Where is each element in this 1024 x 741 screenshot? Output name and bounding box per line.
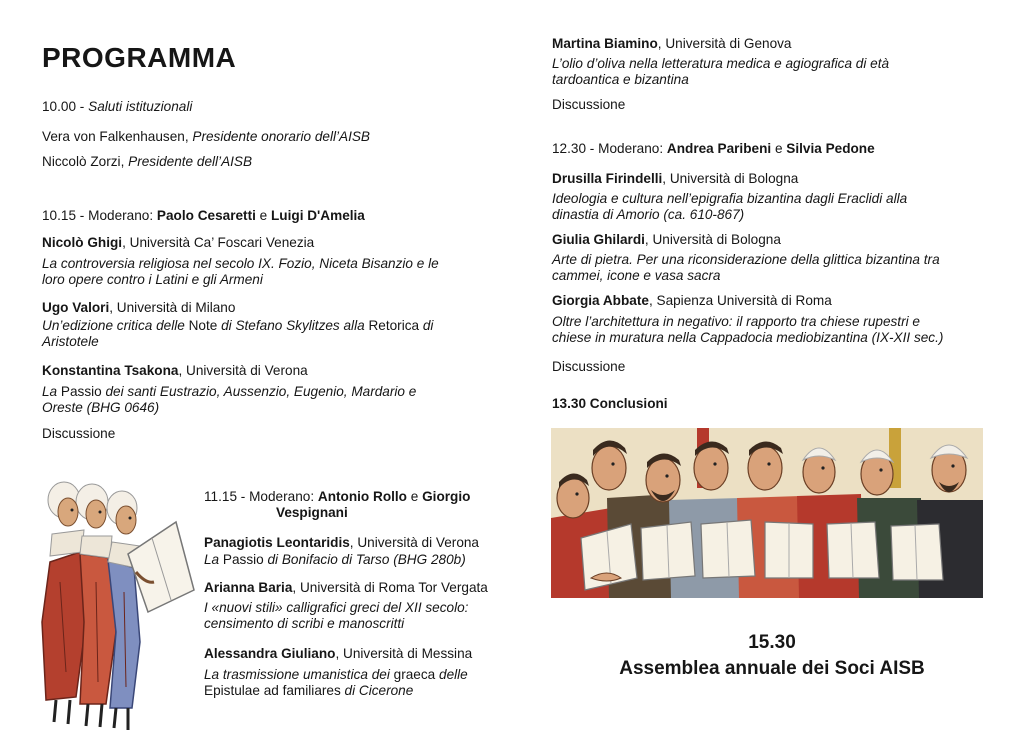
session2-header: 11.15 - Moderano: Antonio Rollo e Giorgio Vespignani: [204, 489, 471, 520]
talk-speaker: Giorgia Abbate, Sapienza Università di Roma: [552, 293, 832, 308]
talk-speaker: Giulia Ghilardi, Università di Bologna: [552, 232, 781, 247]
monks-illustration: [36, 472, 202, 734]
talk-speaker: Panagiotis Leontaridis, Università di Verona: [204, 535, 479, 550]
assembly-time: 15.30: [748, 632, 796, 653]
greeting-2: Niccolò Zorzi, Presidente dell’AISB: [42, 154, 253, 169]
talk-title: I «nuovi stili» calligrafici greci del XII secolo: censimento di scribi e manoscritti: [204, 600, 469, 631]
session1-header: 10.15 - Moderano: Paolo Cesaretti e Luigi D'Amelia: [42, 208, 365, 223]
talk-speaker: Arianna Baria, Università di Roma Tor Vergata: [204, 580, 488, 595]
assembly-title: Assemblea annuale dei Soci AISB: [619, 658, 925, 679]
talk-title: L’olio d’oliva nella letteratura medica e agiografica di età tardoantica e bizantina: [552, 56, 890, 87]
talk-title: Un’edizione critica delle Note di Stefano Skylitzes alla Retorica di Aristotele: [42, 318, 434, 349]
opening-line: 10.00 - Saluti istituzionali: [42, 99, 193, 114]
talk-title: Oltre l’architettura in negativo: il rapporto tra chiese rupestri e chiese in muratura nella Cappadocia mediobizantina (IX-XII sec.): [552, 314, 944, 345]
talk-title: La controversia religiosa nel secolo IX. Fozio, Niceta Bisanzio e le loro opere contro i Latini e gli Armeni: [42, 256, 439, 287]
discussion-label: Discussione: [552, 97, 626, 112]
discussion-label: Discussione: [552, 359, 626, 374]
talk-speaker: Martina Biamino, Università di Genova: [552, 36, 792, 51]
talk-title: Ideologia e cultura nell’epigrafia bizantina dagli Eraclidi alla dinastia di Amorio (ca. 610-867): [552, 191, 908, 222]
talk-speaker: Nicolò Ghigi, Università Ca’ Foscari Venezia: [42, 235, 315, 250]
discussion-label: Discussione: [42, 426, 116, 441]
page-title: PROGRAMMA: [42, 42, 237, 73]
conclusions-label: 13.30 Conclusioni: [552, 396, 668, 411]
greeting-1: Vera von Falkenhausen, Presidente onorario dell’AISB: [42, 129, 370, 144]
talk-title: La trasmissione umanistica dei graeca delle Epistulae ad familiares di Cicerone: [204, 667, 468, 698]
talk-title: La Passio dei santi Eustrazio, Aussenzio, Eugenio, Mardario e Oreste (BHG 0646): [42, 384, 417, 415]
talk-speaker: Konstantina Tsakona, Università di Verona: [42, 363, 308, 378]
talk-title: Arte di pietra. Per una riconsiderazione della glittica bizantina tra cammei, icone e vasa sacra: [552, 252, 940, 283]
talk-speaker: Ugo Valori, Università di Milano: [42, 300, 236, 315]
talk-speaker: Drusilla Firindelli, Università di Bologna: [552, 171, 799, 186]
talk-speaker: Alessandra Giuliano, Università di Messina: [204, 646, 473, 661]
readers-illustration: [551, 428, 983, 598]
session3-header: 12.30 - Moderano: Andrea Paribeni e Silvia Pedone: [552, 141, 875, 156]
talk-title: La Passio di Bonifacio di Tarso (BHG 280b): [204, 552, 466, 567]
